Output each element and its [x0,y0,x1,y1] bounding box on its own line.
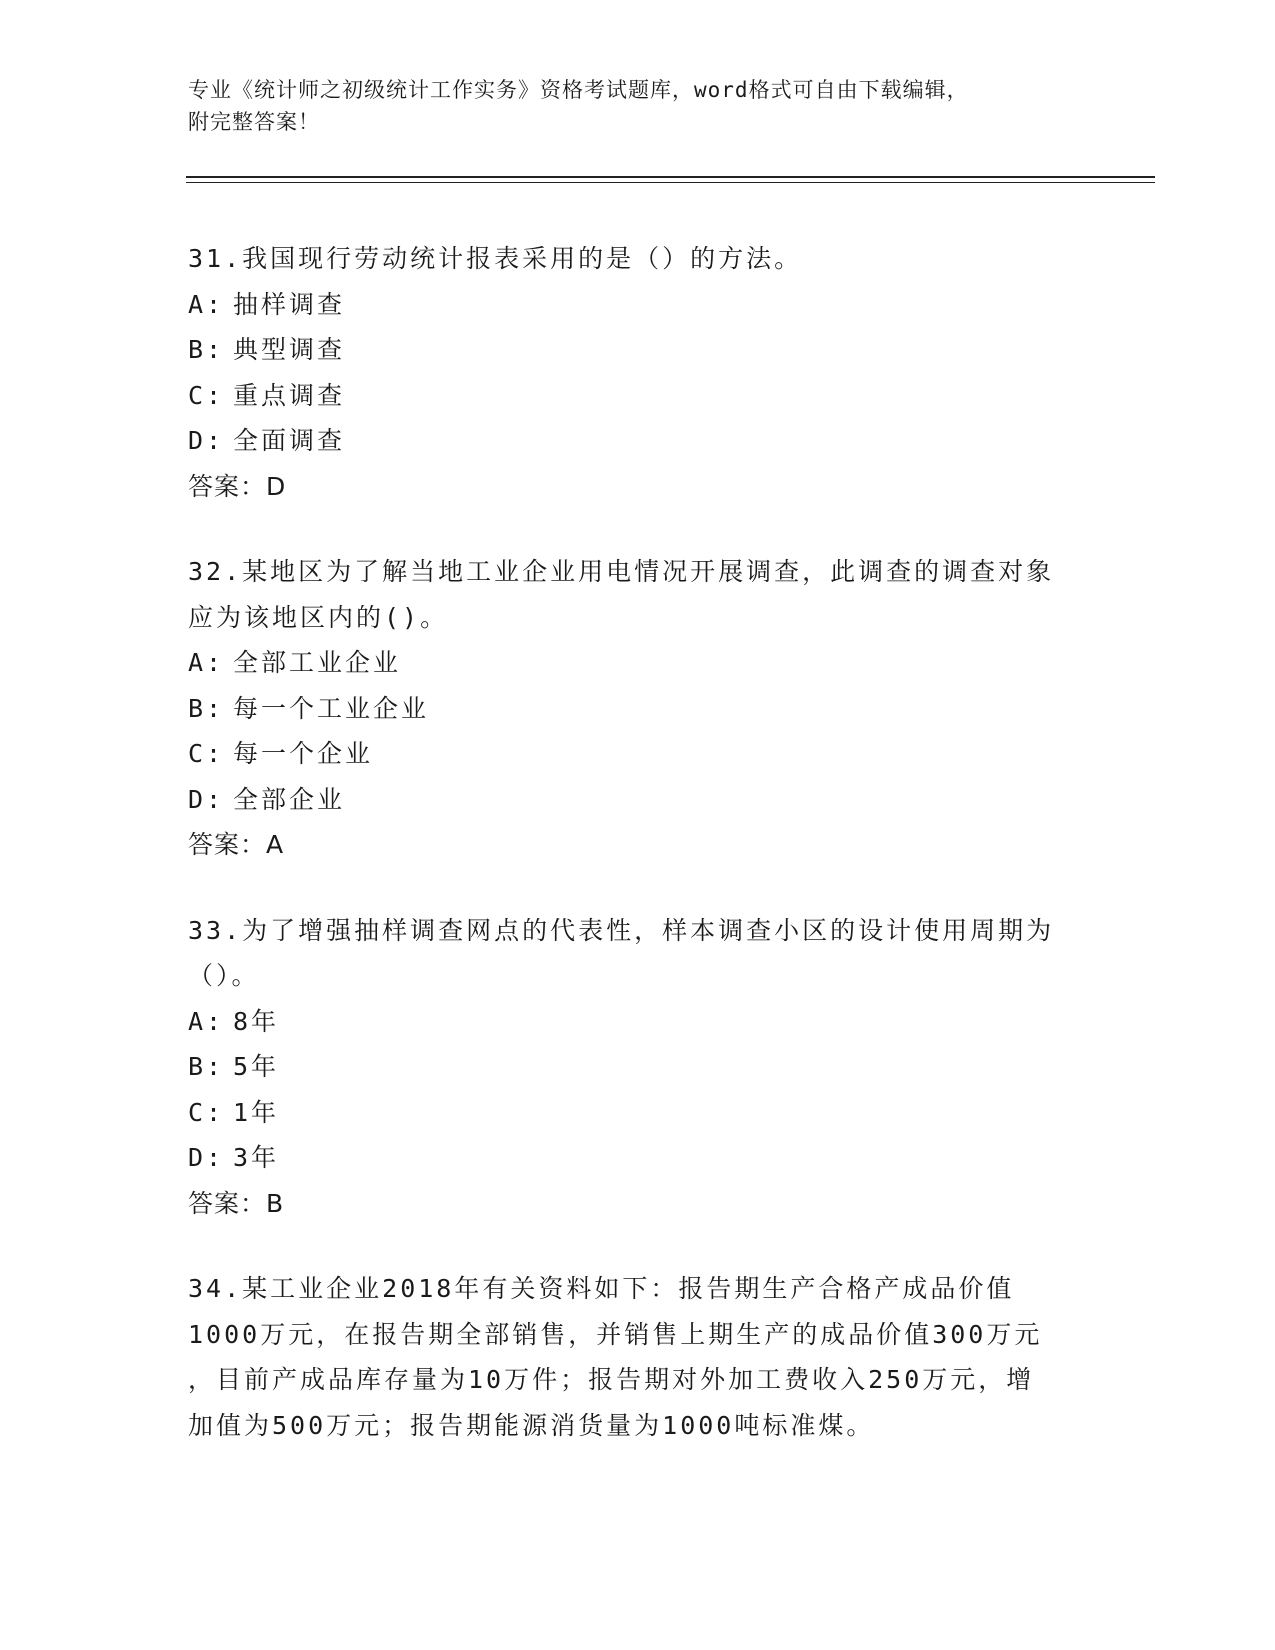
option-letter: D: [188,784,225,814]
option-letter: B: [188,693,225,723]
answer-option [188,777,1088,823]
header-line-2: 附完整答案！ [188,110,320,134]
answer-option [188,282,1088,328]
question-stem-line: 加值为500万元；报告期能源消货量为1000吨标准煤。 [188,1410,875,1440]
option-letter: C: [188,739,225,768]
answer-option [188,373,1088,419]
question-stem-line: ，目前产成品库存量为10万件；报告期对外加工费收入250万元，增 [188,1365,1035,1394]
option-text: 3年 [233,1143,280,1172]
answer-option [188,1044,1088,1090]
option-letter: B: [188,335,225,364]
header-line-1: 专业《统计师之初级统计工作实务》资格考试题库，word格式可自由下载编辑， [188,78,969,102]
option-text: 全部工业企业 [233,648,402,677]
question-block [188,236,1088,509]
header-divider-thick [186,176,1155,178]
answer-option [188,999,1088,1045]
option-letter: A: [188,1006,225,1036]
answer-option [188,327,1088,373]
option-letter: D: [188,426,225,455]
question-stem-line: 31.我国现行劳动统计报表采用的是（）的方法。 [188,244,803,273]
answer-option [188,731,1088,777]
option-text: 每一个企业 [233,739,374,768]
question-list [188,236,1088,1488]
question-block [188,549,1088,868]
question-block [188,1266,1088,1448]
option-letter: A: [188,289,225,319]
answer-option [188,1090,1088,1136]
option-text: 全部企业 [233,784,346,814]
option-text: 全面调查 [233,426,346,455]
option-letter: B: [188,1052,225,1081]
question-stem-line: （）。 [188,961,260,990]
header-divider-thin [186,182,1155,183]
option-text: 抽样调查 [233,289,346,319]
option-letter: D: [188,1143,225,1172]
option-text: 5年 [233,1052,280,1081]
question-stem-line: 1000万元，在报告期全部销售，并销售上期生产的成品价值300万元 [188,1319,1043,1349]
answer-key: 答案：A [188,830,285,859]
answer-option [188,640,1088,686]
question-stem-line: 应为该地区内的()。 [188,602,449,632]
answer-option [188,686,1088,732]
answer-key: 答案：D [188,471,287,501]
answer-option [188,1135,1088,1181]
question-stem-line: 33.为了增强抽样调查网点的代表性，样本调查小区的设计使用周期为 [188,915,1055,945]
option-letter: C: [188,1097,225,1127]
document-header [188,74,1068,138]
option-text: 典型调查 [233,335,346,364]
option-text: 8年 [233,1006,280,1036]
option-letter: C: [188,380,225,410]
question-block [188,908,1088,1227]
answer-option [188,418,1088,464]
option-text: 重点调查 [233,380,346,410]
option-text: 1年 [233,1097,280,1127]
option-text: 每一个工业企业 [233,693,430,723]
option-letter: A: [188,648,225,677]
question-stem-line: 32.某地区为了解当地工业企业用电情况开展调查，此调查的调查对象 [188,557,1055,586]
answer-key: 答案：B [188,1188,285,1218]
question-stem-line: 34.某工业企业2018年有关资料如下：报告期生产合格产成品价值 [188,1274,1015,1303]
